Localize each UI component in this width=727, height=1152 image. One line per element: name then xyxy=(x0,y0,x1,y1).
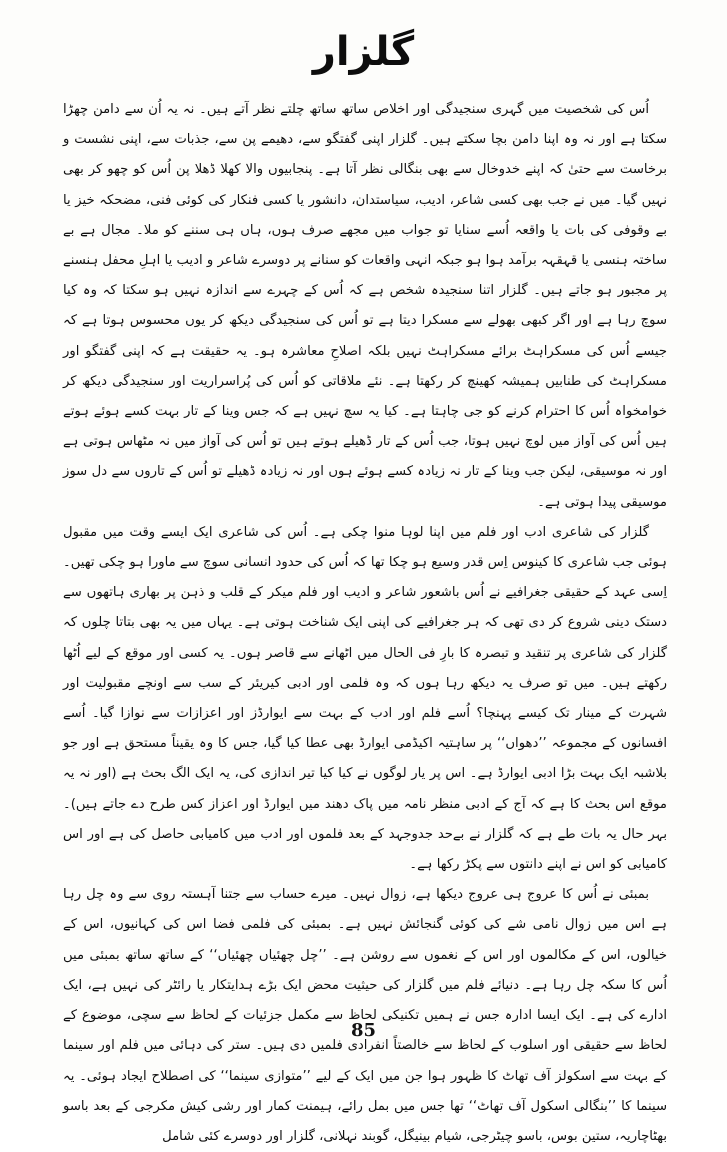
paragraph-2: گلزار کی شاعری ادب اور فلم میں اپنا لوہا منوا چکی ہے۔ اُس کی شاعری ایک ایسے وقت میں مقبول ہوئی جب شاعری کا کینوس اِس قدر وسیع ہو چکا تھا کہ اُس کی حدود انسانی سوچ سے ماورا ہو چکی تھیں۔ اِسی عہد کے حقیقی جغرافیے نے اُس باشعور شاعر و ادیب اور فلم میکر کے قلب و ذہن پر بھاری ہاتھوں سے دستک دینی شروع کر دی تھی کہ ہر جغرافیے کی اپنی ایک شناخت ہوتی ہے۔ یہاں میں یہ بھی بتاتا چلوں کہ گلزار کی شاعری پر تنقید و تبصرہ کا بارِ فی الحال میں اٹھانے سے قاصر ہوں۔ یہ کسی اور موقع کے لیے اُٹھا رکھتے ہیں۔ میں تو صرف یہ دیکھ رہا ہوں کہ وہ فلمی اور ادبی کیریئر کے سب سے اونچے مقبولیت اور شہرت کے مینار تک کیسے پہنچا؟ اُسے فلم اور ادب کے بہت سے ایوارڈز اور اعزازات سے نوازا گیا۔ اُسے افسانوں کے مجموعہ ’’دھواں‘‘ پر ساہتیہ اکیڈمی ایوارڈ بھی عطا کیا گیا، جس کا وہ یقیناً مستحق ہے اور جو بلاشبہ ایک بہت بڑا ادبی ایوارڈ ہے۔ اس پر یار لوگوں نے کیا کیا تیر اندازی کی، یہ ایک الگ بحث ہے (اور نہ یہ موقع اس بحث کا ہے کہ آج کے ادبی منظر نامہ میں پاک دھند میں ایوارڈ اور اعزاز کس طرح دے جاتے ہیں)۔ بہر حال یہ بات طے ہے کہ گلزار نے بےحد جدوجہد کے بعد فلموں اور ادب میں کامیابی حاصل کی ہے اور اس کامیابی کو اس نے اپنے دانتوں سے پکڑ رکھا ہے۔ xyxy=(63,524,667,873)
body-text xyxy=(63,95,667,1152)
page-number: 85 xyxy=(350,1020,377,1041)
paragraph-1: اُس کی شخصیت میں گہری سنجیدگی اور اخلاص ساتھ ساتھ چلتے نظر آتے ہیں۔ نہ یہ اُن سے دامن چھڑا سکتا ہے اور نہ وہ اپنا دامن بچا سکتے ہیں۔ گلزار اپنی گفتگو سے، دھیمے پن سے، جذبات سے، اپنی نشست و برخاست سے حتیٰ کہ اپنے خدوخال سے بھی بنگالی نظر آتا ہے۔ پنجابیوں والا کھلا ڈھلا پن اُس کو چھو کر بھی نہیں گیا۔ میں نے جب بھی کسی شاعر، ادیب، سیاستدان، دانشور یا کسی فنکار کی کوئی فنی، مضحکہ خیز یا بے وقوفی کی بات یا واقعہ اُسے سنایا تو جواب میں مجھے صرف ہوں، ہاں ہی سننے کو ملا۔ مجال ہے بے ساختہ ہنسی یا قہقہہ برآمد ہوا ہو جبکہ انہی واقعات کو سنانے پر دوسرے شاعر و ادیب یا اہلِ محفل ہنسنے پر مجبور ہو جاتے ہیں۔ گلزار اتنا سنجیدہ شخص ہے کہ اُس کے چہرے سے اندازہ نہیں ہو سکتا کہ وہ کیا سوچ رہا ہے اور اگر کبھی بھولے سے مسکرا دیتا ہے تو اُس کی سنجیدگی دیکھ کر یوں محسوس ہوتا ہے کہ جیسے اُس کی مسکراہٹ برائے مسکراہٹ نہیں بلکہ اصلاحِ معاشرہ ہو۔ یہ حقیقت ہے کہ اپنی گفتگو اور مسکراہٹ کی طنابیں ہمیشہ کھینچ کر رکھتا ہے۔ نئے ملاقاتی کو اُس کی پُراسراریت اور سنجیدگی دیکھ کر خوامخواہ اُس کا احترام کرنے کو جی چاہتا ہے۔ کیا یہ سچ نہیں ہے کہ جس وینا کے تار بہت کسے ہوئے ہوتے ہیں اُس کی آواز میں لوچ نہیں ہوتا، جب اُس کے تار ڈھیلے ہوتے ہیں تو اُس کی آواز میں نہ مٹھاس ہوتی ہے اور نہ موسیقی، لیکن جب وینا کے تار نہ زیادہ کسے ہوئے ہوں اور نہ زیادہ ڈھیلے تو اُس کے تاروں سے دل سوز موسیقی پیدا ہوتی ہے۔ xyxy=(63,102,667,510)
page-title: گلزار xyxy=(312,29,415,75)
paragraph-3: بمبئی نے اُس کا عروج ہی عروج دیکھا ہے، زوال نہیں۔ میرے حساب سے جتنا آہستہ روی سے وہ چل رہا ہے اس میں زوال نامی شے کی کوئی گنجائش نہیں ہے۔ بمبئی کی فلمی فضا اس کی کہانیوں، اس کے خیالوں، اس کے مکالموں اور اس کے نغموں سے روشن ہے۔ ’’چل چھئیاں چھئیاں‘‘ کے ساتھ ساتھ بمبئی میں اُس کا سکہ چل رہا ہے۔ دنیائے فلم میں گلزار کی حیثیت محض ایک بڑے ہدایتکار یا رائٹر کی نہیں ہے، ایک ادارے کی ہے۔ ایک ایسا ادارہ جس نے ہمیں تکنیکی لحاظ سے مکمل جزئیات کے لحاظ سے سچی، موضوع کے لحاظ سے حقیقی اور اسلوب کے لحاظ سے خالصتاً انفرادی فلمیں دی ہیں۔ ستر کی دہائی میں فلم اور سینما کے بہت سے اسکولز آف تھاٹ کا ظہور ہوا جن میں ایک کے لیے ’’متوازی سینما‘‘ کی اصطلاح ایجاد ہوئی۔ یہ سینما کا ’’بنگالی اسکول آف تھاٹ‘‘ تھا جس میں بمل رائے، ہیمنت کمار اور رشی کیش مکرجی کے بعد باسو بھٹاچاریہ، ستین بوس، باسو چیٹرجی، شیام بینیگل، گوبند نہلانی، گلزار اور دوسرے کئی شامل xyxy=(63,887,667,1144)
